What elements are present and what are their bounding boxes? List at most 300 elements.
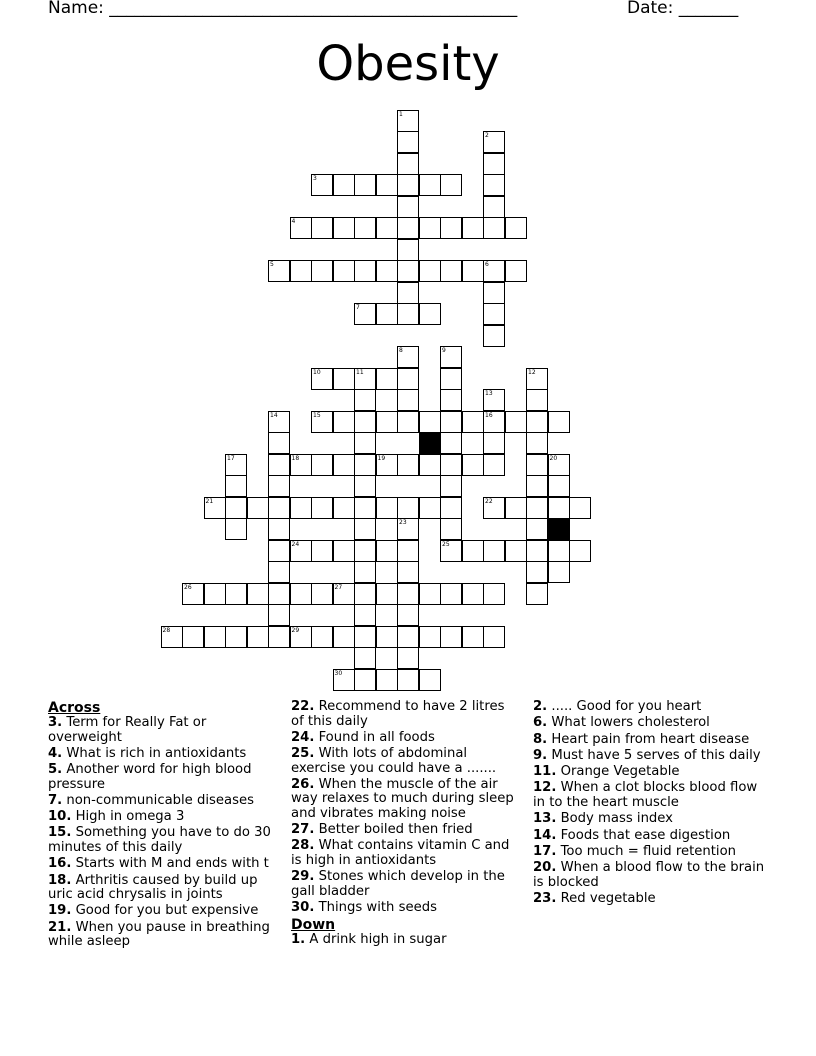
grid-cell[interactable] [397, 303, 419, 325]
grid-cell[interactable] [483, 196, 505, 218]
grid-cell[interactable] [225, 518, 247, 540]
grid-cell[interactable] [419, 260, 441, 282]
clue-number: 9 [442, 347, 446, 354]
clue-number: 30 [334, 669, 343, 677]
grid-cell[interactable] [440, 389, 462, 411]
clue-number: 21 [205, 497, 214, 505]
grid-cell[interactable] [268, 583, 290, 605]
clue-number: 19 [377, 454, 386, 462]
clue-number-label: 29. [291, 869, 315, 885]
grid-cell[interactable] [290, 540, 312, 562]
grid-cell[interactable] [419, 174, 441, 196]
grid-cell[interactable] [290, 497, 312, 519]
grid-cell[interactable] [268, 497, 290, 519]
grid-cell[interactable] [311, 583, 333, 605]
clue-number-label: 9. [533, 747, 548, 763]
grid-cell[interactable] [440, 411, 462, 433]
clue-number-label: 10. [48, 809, 72, 825]
grid-cell[interactable] [290, 260, 312, 282]
grid-cell[interactable] [376, 540, 398, 562]
clue-number-label: 19. [48, 903, 72, 919]
clue-item [48, 763, 280, 792]
clue-text: Must have 5 serves of this daily [547, 747, 761, 763]
grid-cell[interactable] [225, 626, 247, 648]
clue-number-label: 1. [291, 932, 306, 948]
grid-cell[interactable] [548, 497, 570, 519]
grid-cell[interactable] [483, 153, 505, 175]
clue-number-label: 5. [48, 762, 63, 778]
grid-cell[interactable] [462, 454, 484, 476]
grid-cell[interactable] [483, 626, 505, 648]
grid-cell[interactable] [548, 411, 570, 433]
grid-cell[interactable] [354, 540, 376, 562]
grid-cell[interactable] [376, 583, 398, 605]
clue-number-label: 12. [533, 780, 557, 796]
grid-cell[interactable] [397, 110, 419, 132]
grid-cell[interactable] [483, 583, 505, 605]
across-clue-list [48, 716, 280, 950]
clue-number: 25 [442, 540, 450, 548]
clue-number-label: 26. [291, 776, 315, 792]
clue-number-label: 2. [533, 699, 548, 714]
date-field-label[interactable]: Date: _______ [627, 0, 739, 18]
grid-cell[interactable] [311, 217, 333, 239]
clue-text: non-communicable diseases [62, 792, 254, 808]
clue-text: Arthritis caused by build up uric acid chrysalis in joints [48, 872, 258, 903]
grid-cell[interactable] [354, 454, 376, 476]
clue-text: Term for Really Fat or overweight [48, 715, 207, 745]
clue-text: Things with seeds [314, 900, 437, 916]
clue-number-label: 23. [533, 890, 557, 906]
clue-text: Starts with M and ends with t [71, 856, 269, 872]
grid-cell[interactable] [440, 454, 462, 476]
grid-cell[interactable] [462, 260, 484, 282]
clue-number: 20 [549, 454, 558, 462]
grid-cell[interactable] [290, 217, 312, 239]
clue-text: With lots of abdominal exercise you could have a ....... [291, 746, 497, 776]
grid-cell[interactable] [225, 583, 247, 605]
clue-number-label: 14. [533, 827, 557, 843]
grid-cell[interactable] [290, 583, 312, 605]
grid-cell[interactable] [548, 561, 570, 583]
grid-cell[interactable] [397, 497, 419, 519]
clue-item [291, 747, 519, 776]
clue-item [48, 747, 280, 762]
grid-cell[interactable] [333, 540, 355, 562]
clue-number-label: 24. [291, 729, 315, 745]
grid-cell[interactable] [505, 260, 527, 282]
grid-cell[interactable] [311, 368, 333, 390]
grid-cell[interactable] [354, 389, 376, 411]
clue-number: 11 [356, 368, 364, 376]
grid-cell[interactable] [483, 454, 505, 476]
grid-cell[interactable] [311, 626, 333, 648]
grid-cell[interactable] [354, 432, 376, 454]
grid-cell[interactable] [333, 411, 355, 433]
clue-item [533, 716, 768, 731]
grid-cell[interactable] [483, 282, 505, 304]
grid-cell[interactable] [311, 411, 333, 433]
grid-cell[interactable] [526, 454, 548, 476]
clue-number: 26 [184, 583, 192, 591]
grid-cell[interactable] [440, 260, 462, 282]
clue-item [533, 861, 768, 890]
grid-cell[interactable] [333, 368, 355, 390]
clue-number-label: 22. [291, 699, 315, 714]
clue-text: Stones which develop in the gall bladder [291, 869, 505, 899]
grid-cell[interactable] [440, 475, 462, 497]
grid-cell[interactable] [440, 368, 462, 390]
clue-number-label: 11. [533, 764, 557, 780]
clue-item [291, 778, 519, 822]
clue-item [48, 921, 280, 950]
clue-number: 27 [334, 583, 343, 591]
clue-text: Too much = fluid retention [556, 843, 736, 859]
grid-cell[interactable] [483, 217, 505, 239]
clue-number: 6 [485, 261, 489, 268]
grid-cell[interactable] [354, 497, 376, 519]
clue-text: What lowers cholesterol [547, 715, 710, 731]
grid-cell[interactable] [397, 196, 419, 218]
clue-number: 14 [270, 411, 278, 419]
clue-item [291, 839, 519, 868]
grid-cell[interactable] [354, 604, 376, 626]
grid-cell[interactable] [440, 518, 462, 540]
clue-text: Good for you but expensive [71, 903, 259, 919]
grid-cell[interactable] [290, 626, 312, 648]
grid-cell[interactable] [483, 325, 505, 347]
grid-cell[interactable] [354, 303, 376, 325]
grid-cell[interactable] [311, 497, 333, 519]
clue-number-label: 21. [48, 919, 72, 935]
grid-cell[interactable] [247, 626, 269, 648]
grid-cell[interactable] [397, 389, 419, 411]
grid-cell[interactable] [526, 497, 548, 519]
clue-item [48, 810, 280, 825]
clue-number: 10 [313, 368, 321, 376]
grid-cell[interactable] [483, 131, 505, 153]
grid-cell[interactable] [440, 346, 462, 368]
grid-cell[interactable] [376, 260, 398, 282]
clue-number: 29 [291, 626, 300, 634]
grid-cell[interactable] [483, 432, 505, 454]
grid-cell[interactable] [462, 626, 484, 648]
grid-cell[interactable] [354, 411, 376, 433]
grid-cell[interactable] [526, 583, 548, 605]
grid-cell[interactable] [204, 497, 226, 519]
grid-cell[interactable] [376, 497, 398, 519]
grid-cell[interactable] [354, 647, 376, 669]
grid-cell[interactable] [397, 626, 419, 648]
grid-cell[interactable] [268, 561, 290, 583]
grid-cell[interactable] [526, 540, 548, 562]
grid-cell[interactable] [440, 583, 462, 605]
grid-cell[interactable] [204, 583, 226, 605]
grid-cell[interactable] [419, 217, 441, 239]
clue-text: When you pause in breathing while asleep [48, 919, 270, 950]
grid-cell[interactable] [397, 153, 419, 175]
grid-cell[interactable] [268, 260, 290, 282]
grid-cell[interactable] [376, 174, 398, 196]
clue-item [291, 731, 519, 746]
grid-cell[interactable] [462, 217, 484, 239]
grid-cell[interactable] [526, 518, 548, 540]
grid-cell[interactable] [397, 583, 419, 605]
black-cell [419, 432, 441, 454]
name-field-label[interactable]: Name: ________________________________________________ [48, 0, 518, 18]
grid-cell[interactable] [333, 669, 355, 691]
grid-cell[interactable] [397, 239, 419, 261]
grid-cell[interactable] [311, 174, 333, 196]
grid-cell[interactable] [483, 389, 505, 411]
grid-cell[interactable] [483, 497, 505, 519]
grid-cell[interactable] [526, 368, 548, 390]
grid-cell[interactable] [419, 626, 441, 648]
grid-cell[interactable] [548, 454, 570, 476]
grid-cell[interactable] [182, 626, 204, 648]
grid-cell[interactable] [376, 626, 398, 648]
grid-cell[interactable] [397, 540, 419, 562]
clue-text: What contains vitamin C and is high in antioxidants [291, 838, 510, 868]
clue-text: What is rich in antioxidants [62, 745, 247, 761]
black-cell [548, 518, 570, 540]
clue-number-label: 25. [291, 746, 315, 762]
clue-number-label: 15. [48, 825, 72, 841]
grid-cell[interactable] [397, 217, 419, 239]
clue-text: Red vegetable [556, 890, 656, 906]
grid-cell[interactable] [354, 260, 376, 282]
grid-cell[interactable] [462, 540, 484, 562]
clue-number: 24 [291, 540, 300, 548]
clue-number: 5 [270, 261, 274, 268]
grid-cell[interactable] [225, 454, 247, 476]
clues-column-1 [48, 700, 280, 951]
clue-item [533, 845, 768, 860]
clue-number-label: 8. [533, 731, 548, 747]
clue-item [291, 933, 519, 948]
grid-cell[interactable] [505, 540, 527, 562]
grid-cell[interactable] [311, 260, 333, 282]
grid-cell[interactable] [397, 454, 419, 476]
grid-cell[interactable] [376, 303, 398, 325]
grid-cell[interactable] [505, 217, 527, 239]
grid-cell[interactable] [397, 561, 419, 583]
grid-cell[interactable] [526, 411, 548, 433]
grid-cell[interactable] [354, 475, 376, 497]
clue-number: 15 [313, 411, 321, 419]
down-clue-list-continued [533, 700, 768, 906]
grid-cell[interactable] [419, 497, 441, 519]
clue-number: 12 [528, 368, 536, 376]
grid-cell[interactable] [290, 454, 312, 476]
clue-number-label: 16. [48, 856, 72, 872]
grid-cell[interactable] [462, 411, 484, 433]
clue-number: 4 [291, 218, 296, 225]
grid-cell[interactable] [462, 583, 484, 605]
grid-cell[interactable] [376, 217, 398, 239]
clue-number: 1 [399, 110, 403, 118]
grid-cell[interactable] [333, 260, 355, 282]
clue-text: When the muscle of the air way relaxes to much during sleep and vibrates making noise [291, 776, 514, 821]
grid-cell[interactable] [397, 647, 419, 669]
clue-number: 18 [291, 454, 300, 462]
grid-cell[interactable] [268, 475, 290, 497]
grid-cell[interactable] [268, 411, 290, 433]
grid-cell[interactable] [397, 260, 419, 282]
grid-cell[interactable] [311, 454, 333, 476]
grid-cell[interactable] [505, 411, 527, 433]
grid-cell[interactable] [397, 604, 419, 626]
grid-cell[interactable] [440, 540, 462, 562]
grid-cell[interactable] [333, 454, 355, 476]
grid-cell[interactable] [526, 561, 548, 583]
grid-cell[interactable] [182, 583, 204, 605]
grid-cell[interactable] [354, 174, 376, 196]
clue-item [48, 826, 280, 855]
grid-cell[interactable] [354, 669, 376, 691]
clue-item [48, 904, 280, 919]
clue-item [533, 812, 768, 827]
grid-cell[interactable] [440, 497, 462, 519]
grid-cell[interactable] [268, 604, 290, 626]
clue-number-label: 18. [48, 872, 72, 888]
grid-cell[interactable] [376, 454, 398, 476]
grid-cell[interactable] [483, 260, 505, 282]
clue-item [533, 765, 768, 780]
clue-item [48, 794, 280, 809]
grid-cell[interactable] [268, 432, 290, 454]
grid-cell[interactable] [483, 411, 505, 433]
grid-cell[interactable] [526, 475, 548, 497]
grid-cell[interactable] [526, 432, 548, 454]
clue-text: Recommend to have 2 litres of this daily [291, 699, 505, 729]
clue-text: Foods that ease digestion [556, 827, 731, 843]
grid-cell[interactable] [247, 497, 269, 519]
clue-item [533, 829, 768, 844]
grid-cell[interactable] [354, 561, 376, 583]
grid-cell[interactable] [268, 454, 290, 476]
grid-cell[interactable] [311, 540, 333, 562]
clue-number-label: 6. [533, 715, 548, 731]
grid-cell[interactable] [440, 174, 462, 196]
grid-cell[interactable] [397, 346, 419, 368]
across-heading: Across [48, 700, 101, 716]
grid-cell[interactable] [397, 669, 419, 691]
clue-text: Heart pain from heart disease [547, 731, 750, 747]
grid-cell[interactable] [505, 497, 527, 519]
grid-cell[interactable] [333, 583, 355, 605]
clue-item [533, 892, 768, 907]
grid-cell[interactable] [354, 626, 376, 648]
clue-text: When a blood flow to the brain is blocked [533, 860, 765, 890]
grid-cell[interactable] [526, 389, 548, 411]
down-heading: Down [291, 917, 336, 934]
grid-cell[interactable] [397, 282, 419, 304]
clue-number-label: 13. [533, 811, 557, 827]
grid-cell[interactable] [483, 303, 505, 325]
clues-column-3 [533, 700, 768, 908]
grid-cell[interactable] [354, 368, 376, 390]
grid-cell[interactable] [419, 454, 441, 476]
grid-cell[interactable] [548, 540, 570, 562]
down-clue-list [291, 933, 519, 948]
clue-item [291, 700, 519, 729]
grid-cell[interactable] [354, 518, 376, 540]
grid-cell[interactable] [440, 432, 462, 454]
grid-cell[interactable] [268, 518, 290, 540]
grid-cell[interactable] [376, 669, 398, 691]
clue-number-label: 3. [48, 715, 63, 730]
clue-number: 16 [485, 411, 493, 419]
grid-cell[interactable] [483, 540, 505, 562]
grid-cell[interactable] [440, 626, 462, 648]
clue-item [533, 781, 768, 810]
grid-cell[interactable] [483, 174, 505, 196]
grid-cell[interactable] [268, 540, 290, 562]
grid-cell[interactable] [225, 497, 247, 519]
grid-cell[interactable] [440, 217, 462, 239]
grid-cell[interactable] [397, 411, 419, 433]
grid-cell[interactable] [354, 583, 376, 605]
grid-cell[interactable] [268, 626, 290, 648]
clue-number: 17 [227, 454, 235, 462]
across-clue-list-continued [291, 700, 519, 916]
clue-number-label: 17. [533, 843, 557, 859]
clue-text: When a clot blocks blood flow in to the heart muscle [533, 780, 758, 810]
clue-item [533, 749, 768, 764]
grid-cell[interactable] [225, 475, 247, 497]
clue-number: 13 [485, 390, 493, 397]
grid-cell[interactable] [204, 626, 226, 648]
grid-cell[interactable] [333, 217, 355, 239]
grid-cell[interactable] [419, 411, 441, 433]
clue-text: High in omega 3 [71, 809, 185, 825]
grid-cell[interactable] [247, 583, 269, 605]
clue-text: Orange Vegetable [556, 764, 680, 780]
clue-text: Body mass index [556, 811, 673, 827]
grid-cell[interactable] [548, 475, 570, 497]
grid-cell[interactable] [376, 368, 398, 390]
grid-cell[interactable] [333, 174, 355, 196]
grid-cell[interactable] [333, 497, 355, 519]
clue-number-label: 30. [291, 900, 315, 916]
grid-cell[interactable] [569, 540, 591, 562]
grid-cell[interactable] [419, 583, 441, 605]
clue-number-label: 7. [48, 792, 63, 808]
clue-number: 2 [485, 132, 489, 139]
clue-number-label: 4. [48, 745, 63, 761]
grid-cell[interactable] [161, 626, 183, 648]
clue-item [533, 733, 768, 748]
grid-cell[interactable] [419, 303, 441, 325]
grid-cell[interactable] [397, 131, 419, 153]
grid-cell[interactable] [333, 626, 355, 648]
clue-text: Better boiled then fried [314, 822, 473, 838]
grid-cell[interactable] [397, 518, 419, 540]
grid-cell[interactable] [397, 368, 419, 390]
clue-item [533, 700, 768, 715]
clue-number: 3 [313, 175, 317, 182]
clue-number-label: 27. [291, 822, 315, 838]
clue-item [291, 823, 519, 838]
grid-cell[interactable] [419, 669, 441, 691]
grid-cell[interactable] [397, 174, 419, 196]
clue-number: 22 [485, 497, 493, 505]
grid-cell[interactable] [569, 497, 591, 519]
grid-cell[interactable] [354, 217, 376, 239]
grid-cell[interactable] [376, 411, 398, 433]
clue-item [48, 716, 280, 745]
